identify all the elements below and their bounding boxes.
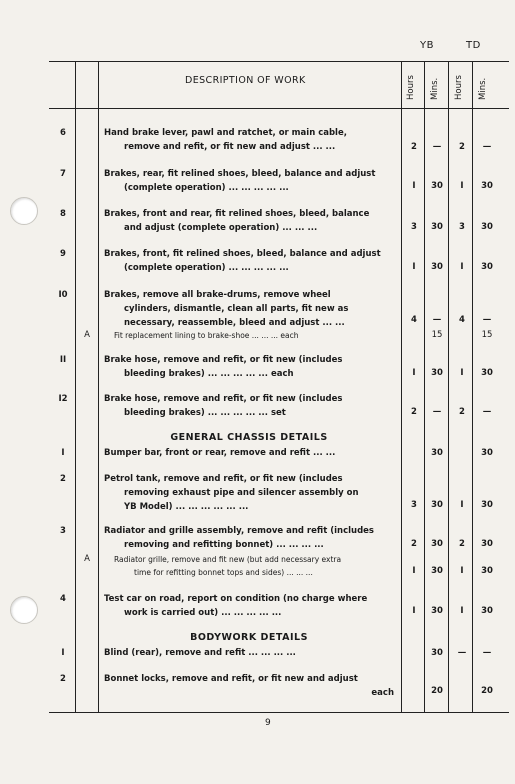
yb-mins: 30: [431, 606, 443, 616]
description-line: each: [371, 688, 394, 698]
description-line: YB Model) ... ... ... ... ... ...: [124, 502, 249, 512]
yb-mins: 30: [431, 539, 443, 549]
item-number: I: [61, 648, 65, 658]
td-mins: 30: [481, 539, 493, 549]
item-description: [114, 329, 394, 342]
yb-mins: 15: [431, 330, 443, 340]
description-line: Brake hose, remove and refit, or fit new (includes: [104, 394, 343, 404]
description-line: Brakes, front and rear, fit relined shoes, bleed, balance: [104, 209, 370, 219]
item-description: [114, 553, 394, 579]
description-line: (complete operation) ... ... ... ... ...: [124, 263, 289, 273]
yb-hours: 3: [411, 500, 417, 510]
item-description: [104, 472, 394, 514]
column-group-td: TD: [466, 40, 481, 51]
td-hours: 2: [459, 407, 465, 417]
mins-header: Mins.: [430, 77, 440, 100]
description-line: Brakes, remove all brake-drums, remove wheel: [104, 290, 331, 300]
td-mins: 30: [481, 566, 493, 576]
description-line: Brakes, front, fit relined shoes, bleed, balance and adjust: [104, 249, 381, 259]
description-line: time for refitting bonnet tops and sides) ... ... ...: [134, 568, 313, 577]
yb-hours: 2: [411, 142, 417, 152]
table-top-rule: [49, 61, 509, 62]
yb-mins: 30: [431, 648, 443, 658]
item-description: [104, 288, 394, 330]
yb-mins: 30: [431, 368, 443, 378]
column-rule: [75, 61, 76, 712]
description-line: and adjust (complete operation) ... ... ...: [124, 223, 318, 233]
punch-hole: [10, 596, 38, 624]
description-line: Petrol tank, remove and refit, or fit new (includes: [104, 474, 343, 484]
yb-mins: —: [432, 407, 442, 417]
column-rule: [401, 61, 402, 712]
yb-mins: —: [432, 315, 442, 325]
yb-mins: 30: [431, 448, 443, 458]
td-hours: —: [457, 648, 467, 658]
description-line: work is carried out) ... ... ... ... ...: [124, 608, 282, 618]
description-line: Radiator and grille assembly, remove and refit (includes: [104, 526, 374, 536]
td-mins: 30: [481, 262, 493, 272]
td-mins: —: [482, 142, 492, 152]
td-hours: 2: [459, 142, 465, 152]
item-description: [104, 126, 394, 154]
item-number: 3: [60, 526, 66, 536]
td-mins: 30: [481, 448, 493, 458]
description-line: Brake hose, remove and refit, or fit new (includes: [104, 355, 343, 365]
punch-hole: [10, 197, 38, 225]
td-hours: I: [460, 368, 464, 378]
item-description: [104, 446, 394, 460]
item-number: 7: [60, 169, 66, 179]
item-description: [104, 592, 394, 620]
item-number: I: [61, 448, 65, 458]
page-number: 9: [265, 718, 271, 728]
description-line: Bonnet locks, remove and refit, or fit new and adjust: [104, 674, 358, 684]
section-heading-chassis: GENERAL CHASSIS DETAILS: [170, 432, 328, 443]
description-line: removing exhaust pipe and silencer assembly on: [124, 488, 359, 498]
yb-hours: 3: [411, 222, 417, 232]
item-number: I0: [58, 290, 68, 300]
description-line: remove and refit, or fit new and adjust ... ...: [124, 142, 336, 152]
item-number: I2: [58, 394, 68, 404]
td-hours: 2: [459, 539, 465, 549]
description-line: Test car on road, report on condition (no charge where: [104, 594, 368, 604]
item-description: [104, 672, 394, 700]
sub-item-letter: A: [84, 554, 90, 564]
yb-mins: 20: [431, 686, 443, 696]
yb-mins: 30: [431, 181, 443, 191]
yb-hours: I: [412, 181, 416, 191]
hours-header: Hours: [406, 75, 416, 100]
td-mins: 15: [481, 330, 493, 340]
mins-header: Mins.: [478, 77, 488, 100]
yb-hours: I: [412, 606, 416, 616]
yb-mins: 30: [431, 566, 443, 576]
table-bottom-rule: [49, 712, 509, 713]
item-number: 6: [60, 128, 66, 138]
td-mins: —: [482, 648, 492, 658]
section-heading-bodywork: BODYWORK DETAILS: [190, 632, 308, 643]
column-rule: [98, 61, 99, 712]
td-hours: 4: [459, 315, 465, 325]
yb-mins: 30: [431, 500, 443, 510]
td-mins: 30: [481, 606, 493, 616]
yb-hours: 4: [411, 315, 417, 325]
item-description: [104, 353, 394, 381]
item-number: 4: [60, 594, 66, 604]
td-hours: I: [460, 262, 464, 272]
description-header: DESCRIPTION OF WORK: [185, 75, 306, 86]
sub-item-letter: A: [84, 330, 90, 340]
item-description: [104, 167, 394, 195]
td-mins: 30: [481, 368, 493, 378]
td-hours: I: [460, 566, 464, 576]
item-description: [104, 207, 394, 235]
description-line: Brakes, rear, fit relined shoes, bleed, balance and adjust: [104, 169, 376, 179]
item-number: 8: [60, 209, 66, 219]
yb-hours: 2: [411, 539, 417, 549]
column-rule: [448, 61, 449, 712]
header-bottom-rule: [49, 108, 509, 109]
td-mins: 30: [481, 222, 493, 232]
description-line: bleeding brakes) ... ... ... ... ... set: [124, 408, 286, 418]
column-group-yb: YB: [420, 40, 434, 51]
yb-mins: —: [432, 142, 442, 152]
td-mins: —: [482, 407, 492, 417]
yb-mins: 30: [431, 222, 443, 232]
item-number: 2: [60, 474, 66, 484]
description-line: bleeding brakes) ... ... ... ... ... each: [124, 369, 294, 379]
description-line: Fit replacement lining to brake-shoe ... ... ... each: [114, 331, 299, 340]
td-hours: I: [460, 500, 464, 510]
description-line: Hand brake lever, pawl and ratchet, or main cable,: [104, 128, 347, 138]
description-line: cylinders, dismantle, clean all parts, fit new as: [124, 304, 349, 314]
yb-hours: I: [412, 566, 416, 576]
yb-hours: 2: [411, 407, 417, 417]
yb-hours: I: [412, 368, 416, 378]
item-number: II: [59, 355, 67, 365]
td-mins: —: [482, 315, 492, 325]
item-description: [104, 646, 394, 660]
item-description: [104, 247, 394, 275]
item-number: 2: [60, 674, 66, 684]
td-hours: 3: [459, 222, 465, 232]
description-line: Radiator grille, remove and fit new (but add necessary extra: [114, 555, 342, 564]
description-line: necessary, reassemble, bleed and adjust ... ...: [124, 318, 345, 328]
description-line: Blind (rear), remove and refit ... ... ... ...: [104, 648, 296, 658]
td-hours: I: [460, 181, 464, 191]
td-hours: I: [460, 606, 464, 616]
hours-header: Hours: [454, 75, 464, 100]
td-mins: 20: [481, 686, 493, 696]
description-line: removing and refitting bonnet) ... ... ... ...: [124, 540, 324, 550]
item-description: [104, 392, 394, 420]
item-description: [104, 524, 394, 552]
yb-mins: 30: [431, 262, 443, 272]
td-mins: 30: [481, 500, 493, 510]
yb-hours: I: [412, 262, 416, 272]
item-number: 9: [60, 249, 66, 259]
description-line: (complete operation) ... ... ... ... ...: [124, 183, 289, 193]
description-line: Bumper bar, front or rear, remove and refit ... ...: [104, 448, 336, 458]
td-mins: 30: [481, 181, 493, 191]
